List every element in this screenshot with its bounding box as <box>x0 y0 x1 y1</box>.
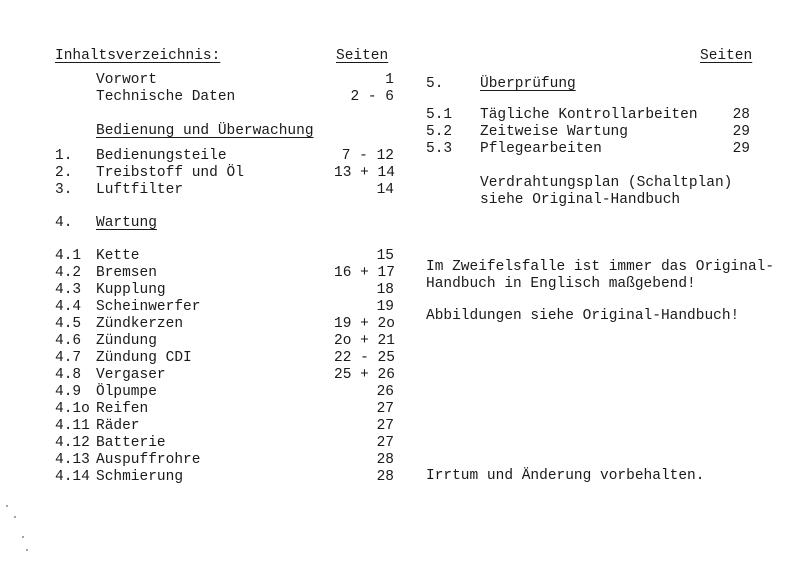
toc-entry-number: 4.3 <box>55 282 82 298</box>
pages-column-label: Seiten <box>336 48 389 64</box>
toc-entry-label: Räder <box>96 418 140 434</box>
toc-entry-number: 4.7 <box>55 350 82 366</box>
toc-entry-pages: 27 <box>376 418 394 434</box>
toc-entry-label: Zündkerzen <box>96 316 184 332</box>
toc-entry-number: 4.1o <box>55 401 90 417</box>
toc-entry-label: Bremsen <box>96 265 157 281</box>
pages-column-label-right: Seiten <box>700 48 753 64</box>
toc-entry-pages: 27 <box>376 401 394 417</box>
toc-entry-number: 2. <box>55 165 73 181</box>
toc-entry-label: Zeitweise Wartung <box>480 124 628 140</box>
disclaimer: Irrtum und Änderung vorbehalten. <box>426 468 705 484</box>
toc-entry-label: Scheinwerfer <box>96 299 201 315</box>
scan-speck <box>22 536 24 538</box>
toc-entry-pages: 15 <box>376 248 394 264</box>
toc-entry-pages: 29 <box>732 141 750 157</box>
toc-entry-pages: 2 - 6 <box>350 89 394 105</box>
toc-entry-pages: 2o + 21 <box>334 333 395 349</box>
toc-entry-label: Zündung CDI <box>96 350 192 366</box>
toc-entry-pages: 7 - 12 <box>341 148 394 164</box>
toc-entry-pages: 14 <box>376 182 394 198</box>
section-heading-inspection: Überprüfung <box>480 76 576 92</box>
toc-entry-pages: 27 <box>376 435 394 451</box>
scan-speck <box>26 549 28 551</box>
toc-entry-label: Treibstoff und Öl <box>96 165 244 181</box>
toc-entry-number: 4.11 <box>55 418 90 434</box>
toc-entry-pages: 18 <box>376 282 394 298</box>
toc-entry-label: Vergaser <box>96 367 166 383</box>
illustrations-note: Abbildungen siehe Original-Handbuch! <box>426 308 740 324</box>
toc-entry-pages: 19 <box>376 299 394 315</box>
toc-entry-number: 4.14 <box>55 469 90 485</box>
toc-entry-number: 4.4 <box>55 299 82 315</box>
toc-entry-number: 1. <box>55 148 73 164</box>
toc-entry-label: Reifen <box>96 401 149 417</box>
scan-speck <box>14 516 16 518</box>
section-heading-maintenance: Wartung <box>96 215 157 231</box>
toc-entry-label: Schmierung <box>96 469 184 485</box>
toc-entry-label: Ölpumpe <box>96 384 157 400</box>
toc-title: Inhaltsverzeichnis: <box>55 48 221 64</box>
section-heading-operation: Bedienung und Überwachung <box>96 123 314 139</box>
toc-entry-label: Auspuffrohre <box>96 452 201 468</box>
toc-entry-pages: 25 + 26 <box>334 367 395 383</box>
toc-entry-pages: 28 <box>376 469 394 485</box>
doubt-note-line1: Im Zweifelsfalle ist immer das Original- <box>426 259 775 275</box>
toc-entry-pages: 1 <box>385 72 394 88</box>
section-number-maintenance: 4. <box>55 215 73 231</box>
wiring-note-line1: Verdrahtungsplan (Schaltplan) <box>480 175 733 191</box>
toc-entry-number: 4.8 <box>55 367 82 383</box>
toc-entry-number: 5.1 <box>426 107 453 123</box>
toc-entry-label: Zündung <box>96 333 157 349</box>
toc-entry-label: Technische Daten <box>96 89 236 105</box>
toc-entry-pages: 26 <box>376 384 394 400</box>
toc-entry-number: 4.13 <box>55 452 90 468</box>
toc-entry-number: 4.5 <box>55 316 82 332</box>
toc-entry-label: Kupplung <box>96 282 166 298</box>
toc-entry-number: 4.2 <box>55 265 82 281</box>
toc-entry-number: 4.12 <box>55 435 90 451</box>
scan-speck <box>6 505 8 507</box>
toc-entry-number: 5.2 <box>426 124 453 140</box>
toc-entry-number: 3. <box>55 182 73 198</box>
toc-entry-pages: 29 <box>732 124 750 140</box>
toc-entry-number: 4.6 <box>55 333 82 349</box>
wiring-note-line2: siehe Original-Handbuch <box>480 192 681 208</box>
toc-entry-number: 4.1 <box>55 248 82 264</box>
toc-entry-pages: 28 <box>732 107 750 123</box>
toc-entry-label: Tägliche Kontrollarbeiten <box>480 107 698 123</box>
toc-entry-label: Pflegearbeiten <box>480 141 602 157</box>
toc-entry-label: Bedienungsteile <box>96 148 227 164</box>
toc-entry-label: Kette <box>96 248 140 264</box>
toc-entry-number: 5.3 <box>426 141 453 157</box>
toc-entry-pages: 28 <box>376 452 394 468</box>
toc-entry-pages: 22 - 25 <box>334 350 395 366</box>
doubt-note-line2: Handbuch in Englisch maßgebend! <box>426 276 696 292</box>
toc-entry-label: Vorwort <box>96 72 157 88</box>
toc-entry-pages: 19 + 2o <box>334 316 395 332</box>
toc-entry-pages: 16 + 17 <box>334 265 395 281</box>
section-number-inspection: 5. <box>426 76 444 92</box>
toc-entry-number: 4.9 <box>55 384 82 400</box>
toc-entry-label: Luftfilter <box>96 182 184 198</box>
toc-entry-pages: 13 + 14 <box>334 165 395 181</box>
toc-entry-label: Batterie <box>96 435 166 451</box>
